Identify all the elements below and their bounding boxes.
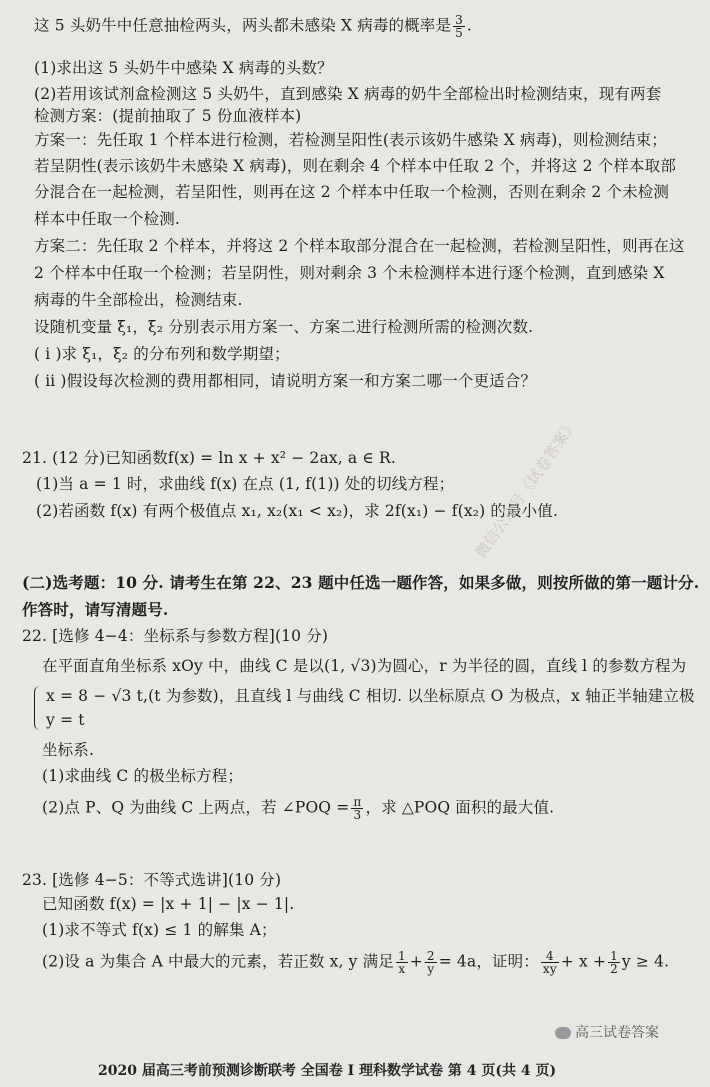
- page-footer: 2020 届高三考前预测诊断联考 全国卷 Ⅰ 理科数学试卷 第 4 页(共 4 页): [98, 1063, 557, 1079]
- q22-eq-y: y = t: [46, 711, 85, 729]
- q20-part1: (1)求出这 5 头奶牛中感染 X 病毒的头数？: [34, 59, 333, 77]
- fraction-denominator: 2: [610, 962, 618, 976]
- fraction-numerator: 2: [426, 949, 435, 963]
- q21-head-text: 21. (12 分)已知函数: [22, 449, 168, 467]
- q21-part2: (2)若函数 f(x) 有两个极值点 x₁, x₂(x₁ < x₂)，求 2f(x₁) − f(x₂) 的最小值.: [36, 502, 559, 520]
- fraction-denominator: y: [427, 962, 435, 976]
- equation-brace: [34, 686, 45, 730]
- q23-part2-text: (2)设 a 为集合 A 中最大的元素，若正数 x, y 满足: [42, 952, 394, 971]
- section2-line1: (二)选考题：10 分. 请考生在第 22、23 题中任选一题作答，如果多做，则按所做的第一题计分.: [22, 573, 700, 592]
- fraction-denominator: 3: [353, 808, 362, 822]
- q20-scheme2-line3: 病毒的牛全部检出，检测结束.: [34, 291, 243, 309]
- q23-line1: 已知函数 f(x) = |x + 1| − |x − 1|.: [42, 895, 295, 913]
- q20-intro: [34, 14, 472, 39]
- q22-part2-text: (2)点 P、Q 为曲线 C 上两点，若 ∠POQ =: [42, 798, 350, 817]
- fraction-numerator: 1: [397, 949, 406, 963]
- q20-scheme1-line1: 方案一：先任取 1 个样本进行检测，若检测呈阳性(表示该奶牛感染 X 病毒)，则检测结束；: [34, 131, 667, 149]
- fraction-denominator: xy: [542, 962, 557, 976]
- q21-head: [22, 448, 396, 468]
- q22-line3: 坐标系.: [42, 741, 95, 759]
- fraction-1-over-2: [608, 950, 620, 975]
- fraction-denominator: x: [398, 962, 406, 976]
- q20-part2-line1: (2)若用该试剂盒检测这 5 头奶牛，直到感染 X 病毒的奶牛全部检出时检测结束，现有两套: [34, 85, 662, 103]
- probability-fraction: [453, 14, 465, 39]
- q22-part2: [42, 796, 554, 821]
- fraction-2-over-y: [425, 950, 437, 975]
- wechat-icon: [555, 1027, 571, 1039]
- q23-part2-mid: = 4a，证明：: [438, 952, 539, 971]
- q23-part2-mid2: + x +: [560, 952, 607, 971]
- q20-intro-end: .: [466, 16, 472, 35]
- q22-param-eq: [46, 686, 695, 706]
- q23-head: 23. [选修 4−5：不等式选讲](10 分): [22, 871, 282, 889]
- q22-line1: 在平面直角坐标系 xOy 中，曲线 C 是以(1, √3)为圆心，r 为半径的圆，直线 l 的参数方程为: [42, 657, 687, 675]
- q22-part2-end: ，求 △POQ 面积的最大值.: [365, 798, 555, 817]
- q20-scheme1-line4: 样本中任取一个检测.: [34, 210, 180, 228]
- q20-random-variable: 设随机变量 ξ₁，ξ₂ 分别表示用方案一、方案二进行检测所需的检测次数.: [34, 318, 534, 336]
- q20-scheme1-line2: 若呈阴性(表示该奶牛未感染 X 病毒)，则在剩余 4 个样本中任取 2 个，并将这 2 个样本取部: [34, 157, 676, 175]
- wechat-label: [555, 1022, 659, 1042]
- fraction-numerator: 4: [541, 950, 559, 963]
- q22-eq-x: x = 8 − √3 t,: [46, 687, 149, 705]
- q23-part2: [42, 950, 669, 975]
- q21-function: f(x) = ln x + x² − 2ax, a ∈ R.: [167, 449, 396, 467]
- angle-fraction: [351, 796, 363, 821]
- q20-sub-ii: ( ⅱ )假设每次检测的费用都相同，请说明方案一和方案二哪一个更适合？: [34, 372, 537, 390]
- plus-sign: +: [409, 952, 423, 971]
- q20-scheme1-line3: 分混合在一起检测，若呈阳性，则再在这 2 个样本中任取一个检测，否则在剩余 2 个未检测: [34, 183, 670, 201]
- q20-sub-i: ( ⅰ )求 ξ₁，ξ₂ 的分布列和数学期望；: [34, 345, 290, 363]
- q23-part2-end: y ≥ 4.: [621, 952, 670, 971]
- q20-intro-text: 这 5 头奶牛中任意抽检两头，两头都未感染 X 病毒的概率是: [34, 16, 452, 35]
- q22-head: 22. [选修 4−4：坐标系与参数方程](10 分): [22, 627, 329, 645]
- q20-scheme2-line1: 方案二：先任取 2 个样本，并将这 2 个样本取部分混合在一起检测，若检测呈阳性，则再在这: [34, 237, 685, 255]
- fraction-numerator: 1: [610, 949, 618, 963]
- fraction-1-over-x: [396, 950, 408, 975]
- fraction-numerator: π: [353, 795, 362, 809]
- fraction-numerator: 3: [455, 13, 463, 27]
- q22-eq-note: (t 为参数)，且直线 l 与曲线 C 相切. 以坐标原点 O 为极点，x 轴正半轴建立极: [148, 687, 695, 705]
- q21-part1: (1)当 a = 1 时，求曲线 f(x) 在点 (1, f(1)) 处的切线方程；: [36, 475, 455, 493]
- watermark-text: 微信公众号《试卷答案》: [471, 415, 582, 562]
- section2-line2: 作答时，请写清题号.: [22, 600, 169, 619]
- q20-scheme2-line2: 2 个样本中任取一个检测；若呈阴性，则对剩余 3 个未检测样本进行逐个检测，直到感染 X: [34, 264, 665, 282]
- q23-part1: (1)求不等式 f(x) ≤ 1 的解集 A；: [42, 921, 277, 939]
- q22-part1: (1)求曲线 C 的极坐标方程；: [42, 767, 244, 785]
- fraction-4-over-xy: [541, 950, 559, 975]
- q20-part2-line2: 检测方案：(提前抽取了 5 份血液样本): [34, 107, 302, 125]
- fraction-denominator: 5: [455, 26, 463, 40]
- wechat-label-text: 高三试卷答案: [575, 1025, 659, 1041]
